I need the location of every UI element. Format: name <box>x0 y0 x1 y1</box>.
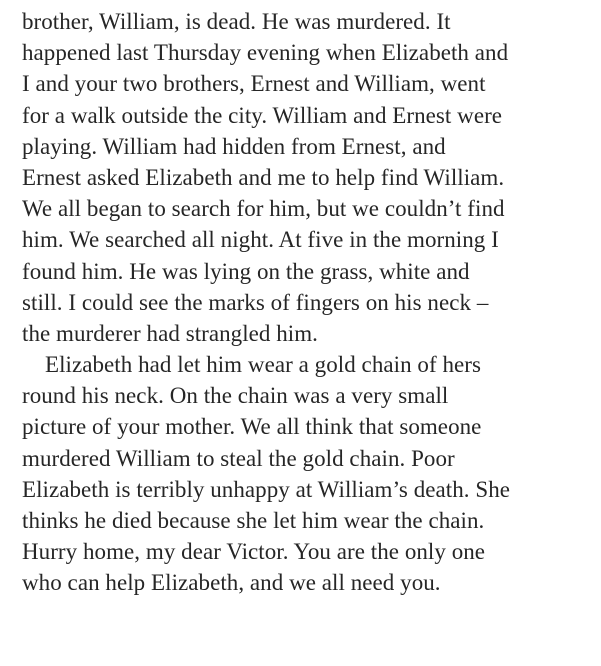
paragraph-start-line: Elizabeth had let him wear a gold chain of hers <box>45 352 481 378</box>
text-line: for a walk outside the city. William and Ernest were <box>22 102 503 128</box>
text-line: Ernest asked Elizabeth and me to help find William. <box>22 164 505 190</box>
text-line: Hurry home, my dear Victor. You are the only one <box>22 539 486 565</box>
text-line: I and your two brothers, Ernest and William, went <box>22 71 486 97</box>
text-line: still. I could see the marks of fingers on his neck – <box>22 289 489 315</box>
letter-text <box>22 6 597 599</box>
text-line: him. We searched all night. At five in the morning I <box>22 227 499 253</box>
text-line: found him. He was lying on the grass, white and <box>22 258 470 284</box>
text-line: We all began to search for him, but we couldn’t find <box>22 196 505 222</box>
text-line: round his neck. On the chain was a very small <box>22 383 449 409</box>
text-line: who can help Elizabeth, and we all need you. <box>22 570 441 596</box>
text-line: brother, William, is dead. He was murdered. It <box>22 9 451 34</box>
text-line: Elizabeth is terribly unhappy at William’s death. She <box>22 476 511 502</box>
text-line: picture of your mother. We all think that someone <box>22 414 482 440</box>
text-line: murdered William to steal the gold chain. Poor <box>22 445 455 471</box>
text-line: playing. William had hidden from Ernest, and <box>22 133 446 159</box>
text-line: the murderer had strangled him. <box>22 320 318 346</box>
text-line: thinks he died because she let him wear the chain. <box>22 508 485 533</box>
text-line: happened last Thursday evening when Elizabeth and <box>22 40 509 66</box>
